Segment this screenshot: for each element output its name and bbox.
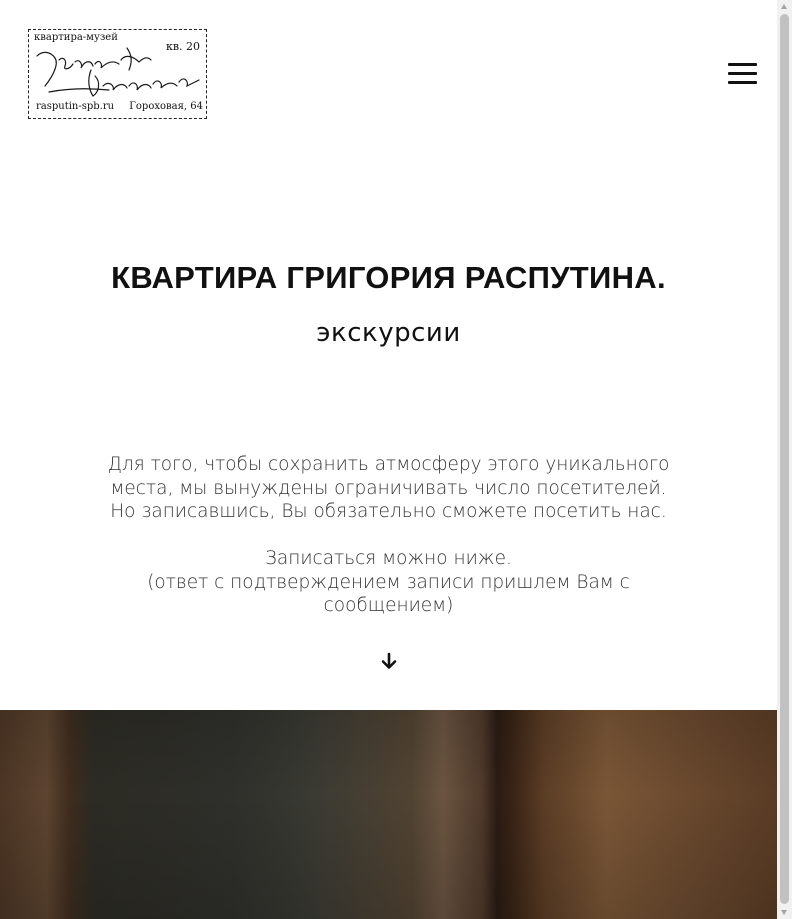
scroll-up-icon[interactable] [781, 4, 787, 9]
arrow-down-icon[interactable] [380, 652, 398, 670]
logo-museum-label: квартира-музей [34, 32, 118, 43]
intro-line-4: (ответ с подтверждением записи пришлем Вам с сообщением) [147, 571, 630, 616]
apartment-photo [0, 710, 777, 919]
hamburger-menu-icon[interactable] [728, 63, 758, 85]
scrollbar-thumb[interactable] [780, 14, 789, 904]
intro-line-3: Записаться можно ниже. [265, 548, 512, 569]
intro-text [90, 453, 687, 618]
museum-logo[interactable] [28, 29, 207, 119]
intro-line-1: Для того, чтобы сохранить атмосферу этого уникального места, мы вынуждены ограничивать число посетителей. [107, 454, 670, 499]
page-scrollbar[interactable] [777, 0, 792, 919]
logo-apartment-number: кв. 20 [165, 40, 200, 53]
page-title: КВАРТИРА ГРИГОРИЯ РАСПУТИНА. [111, 260, 666, 295]
page-subtitle: экскурсии [316, 318, 461, 348]
logo-address: Гороховая, 64 [129, 101, 203, 112]
intro-line-2: Но записавшись, Вы обязательно сможете посетить нас. [110, 501, 667, 522]
logo-website: rasputin-spb.ru [36, 101, 115, 112]
scroll-down-icon[interactable] [781, 910, 787, 915]
